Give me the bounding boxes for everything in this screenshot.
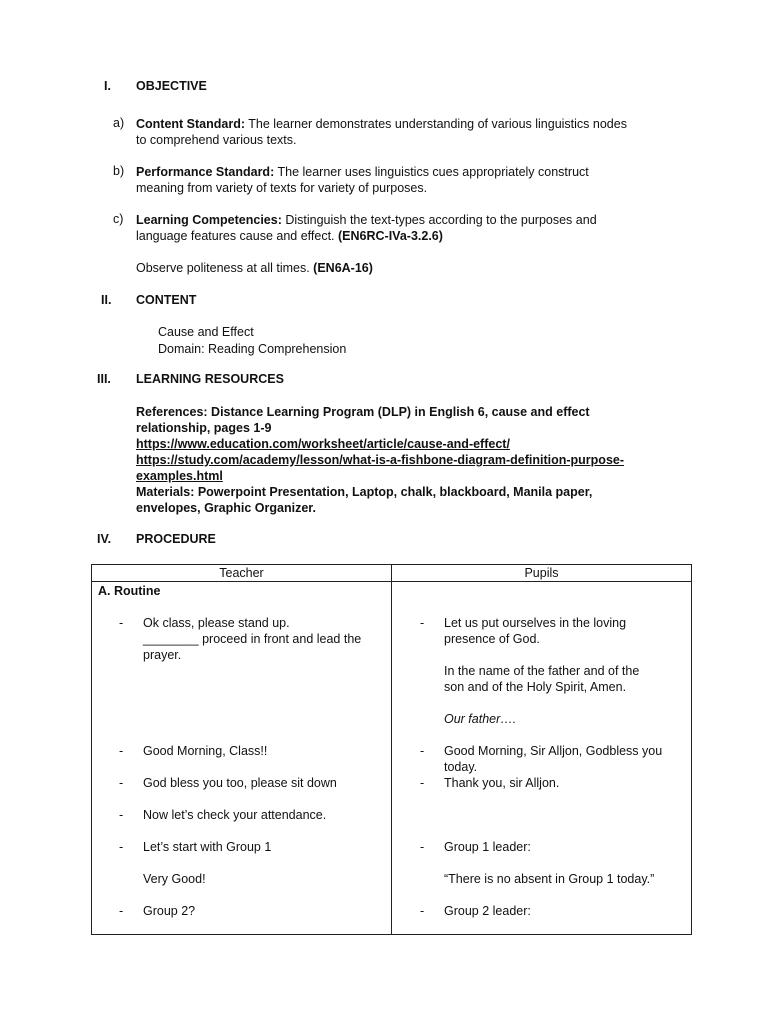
learning-competencies-line2 (136, 228, 443, 244)
pupil-line-no-absent: “There is no absent in Group 1 today.” (444, 872, 655, 886)
bullet-dash: - (119, 904, 124, 918)
bullet-dash: - (420, 744, 425, 758)
bullet-dash: - (119, 808, 124, 822)
politeness-code: (EN6A-16) (313, 261, 373, 275)
pupil-line-thank-you: Thank you, sir Alljon. (444, 776, 560, 790)
procedure-table (91, 564, 692, 935)
content-standard-label: Content Standard: (136, 117, 246, 131)
performance-standard-line1 (136, 164, 589, 180)
item-letter-c: c) (113, 212, 124, 226)
teacher-line-group1: Let’s start with Group 1 (143, 840, 272, 854)
reference-link-education[interactable]: https://www.education.com/worksheet/article/cause-and-effect/ (136, 437, 510, 451)
materials-line1: Materials: Powerpoint Presentation, Laptop, chalk, blackboard, Manila paper, (136, 485, 593, 499)
performance-standard-text: The learner uses linguistics cues appropriately construct (274, 165, 589, 179)
routine-heading: A. Routine (98, 584, 161, 598)
section-heading-content: CONTENT (136, 293, 197, 307)
pupil-line-group2-leader: Group 2 leader: (444, 904, 531, 918)
bullet-dash: - (119, 616, 124, 630)
content-standard-text: The learner demonstrates understanding of various linguistics nodes (245, 117, 627, 131)
item-letter-b: b) (113, 164, 125, 178)
teacher-line-attendance: Now let’s check your attendance. (143, 808, 327, 822)
pupil-line-good-morning: Good Morning, Sir Alljon, Godbless you (444, 744, 663, 758)
learning-competencies-label: Learning Competencies: (136, 213, 282, 227)
bullet-dash: - (420, 776, 425, 790)
performance-standard-label: Performance Standard: (136, 165, 275, 179)
learning-competencies-line1 (136, 212, 597, 228)
teacher-line-sit-down: God bless you too, please sit down (143, 776, 337, 790)
teacher-cell (92, 582, 392, 935)
section-numeral-content: II. (101, 293, 112, 307)
politeness-text: Observe politeness at all times. (136, 261, 314, 275)
performance-standard-line2: meaning from variety of texts for variety of purposes. (136, 181, 428, 195)
bullet-dash: - (420, 904, 425, 918)
pupil-line-group1-leader: Group 1 leader: (444, 840, 531, 854)
column-header-teacher: Teacher (92, 565, 392, 582)
content-standard-line2: to comprehend various texts. (136, 133, 297, 147)
references-line1: References: Distance Learning Program (DLP) in English 6, cause and effect (136, 405, 590, 419)
teacher-line-lead-prayer: ________ proceed in front and lead the (143, 632, 362, 646)
teacher-line-prayer: prayer. (143, 648, 182, 662)
item-letter-a: a) (113, 116, 125, 130)
section-numeral-resources: III. (97, 372, 111, 386)
teacher-line-group2: Group 2? (143, 904, 196, 918)
pupil-line-holy-spirit: son and of the Holy Spirit, Amen. (444, 680, 627, 694)
pupil-line-loving: Let us put ourselves in the loving (444, 616, 627, 630)
teacher-line-very-good: Very Good! (143, 872, 206, 886)
politeness-line (136, 260, 373, 276)
teacher-line-stand-up: Ok class, please stand up. (143, 616, 290, 630)
section-heading-procedure: PROCEDURE (136, 532, 216, 546)
content-topic: Cause and Effect (158, 325, 254, 339)
content-domain: Domain: Reading Comprehension (158, 342, 347, 356)
bullet-dash: - (119, 840, 124, 854)
column-header-pupils: Pupils (392, 565, 692, 582)
content-standard-line1 (136, 116, 627, 132)
bullet-dash: - (119, 776, 124, 790)
reference-link-study-line1[interactable]: https://study.com/academy/lesson/what-is-a-fishbone-diagram-definition-purpose- (136, 453, 625, 467)
competency-code: (EN6RC-IVa-3.2.6) (338, 229, 443, 243)
reference-link-study-line2[interactable]: examples.html (136, 469, 223, 483)
pupil-line-today: today. (444, 760, 478, 774)
section-numeral-procedure: IV. (97, 532, 112, 546)
teacher-line-good-morning: Good Morning, Class!! (143, 744, 268, 758)
references-line2: relationship, pages 1-9 (136, 421, 272, 435)
pupils-cell (392, 582, 692, 935)
pupil-line-name-of-father: In the name of the father and of the (444, 664, 640, 678)
section-numeral-objective: I. (104, 79, 111, 93)
bullet-dash: - (420, 616, 425, 630)
materials-line2: envelopes, Graphic Organizer. (136, 501, 316, 515)
pupil-line-our-father: Our father…. (444, 712, 517, 726)
bullet-dash: - (119, 744, 124, 758)
pupil-line-presence: presence of God. (444, 632, 540, 646)
bullet-dash: - (420, 840, 425, 854)
learning-competencies-text2: language features cause and effect. (136, 229, 339, 243)
section-heading-resources: LEARNING RESOURCES (136, 372, 284, 386)
learning-competencies-text: Distinguish the text-types according to the purposes and (281, 213, 597, 227)
section-heading-objective: OBJECTIVE (136, 79, 207, 93)
